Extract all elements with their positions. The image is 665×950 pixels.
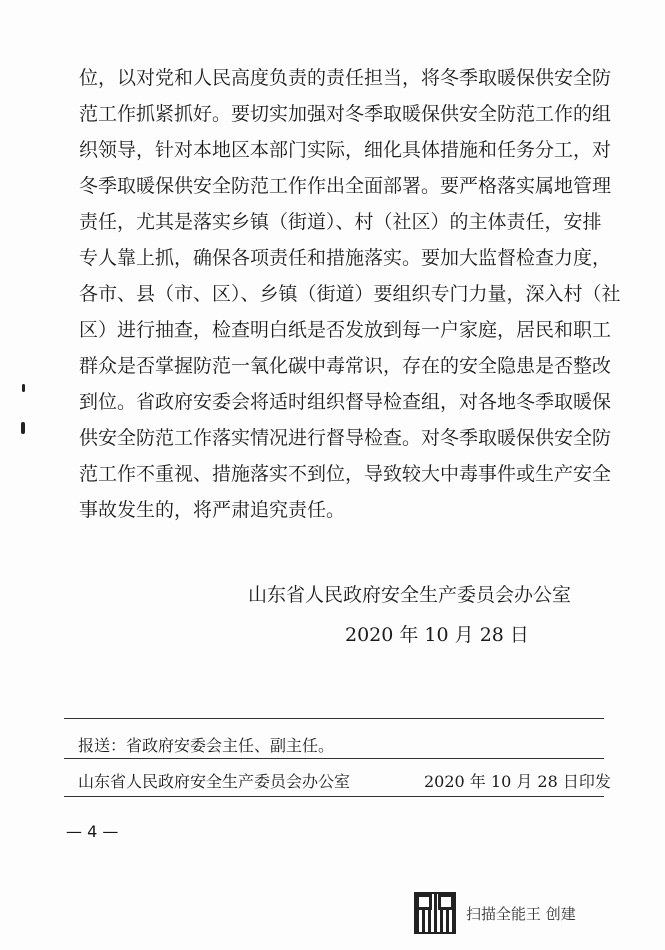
scan-artifact-mark [22, 384, 25, 392]
signature-organization: 山东省人民政府安全生产委员会办公室 [248, 584, 572, 606]
paragraph-line: 位，以对党和人民高度负责的责任担当，将冬季取暖保供安全防 [79, 67, 612, 89]
paragraph-line: 责任，尤其是落实乡镇（街道）、村（社区）的主体责任，安排 [79, 211, 602, 233]
paragraph-line: 范工作抓紧抓好。要切实加强对冬季取暖保供安全防范工作的组 [79, 103, 612, 125]
scanner-watermark: 扫描全能王 创建 [466, 905, 576, 923]
paragraph-line: 专人靠上抓，确保各项责任和措施落实。要加大监督检查力度， [79, 247, 612, 269]
paragraph-line: 事故发生的，将严肃追究责任。 [79, 499, 346, 521]
paragraph-line: 织领导，针对本地区本部门实际，细化具体措施和任务分工，对 [79, 139, 612, 161]
paragraph-line: 群众是否掌握防范一氧化碳中毒常识，存在的安全隐患是否整改 [79, 355, 612, 377]
issuer-name: 山东省人民政府安全生产委员会办公室 [78, 772, 351, 791]
footer-bottom-rule [64, 796, 604, 797]
signature-date: 2020 年 10 月 28 日 [345, 624, 529, 646]
issue-date: 2020 年 10 月 28 日印发 [424, 772, 611, 791]
paragraph-line: 范工作不重视、措施落实不到位，导致较大中毒事件或生产安全 [79, 463, 612, 485]
report-to-line: 报送：省政府安委会主任、副主任。 [78, 736, 335, 755]
qr-code-icon [414, 892, 456, 934]
scan-artifact-mark [21, 422, 25, 434]
paragraph-line: 供安全防范工作落实情况进行督导检查。对冬季取暖保供安全防 [79, 427, 612, 449]
footer-middle-rule [64, 758, 604, 759]
paragraph-line: 各市、县（市、区）、乡镇（街道）要组织专门力量，深入村（社 [79, 283, 621, 305]
body-paragraph [79, 60, 621, 528]
page-number: — 4 — [66, 822, 119, 841]
footer-top-rule [64, 718, 604, 719]
paragraph-line: 到位。省政府安委会将适时组织督导检查组，对各地冬季取暖保 [79, 391, 612, 413]
paragraph-line: 冬季取暖保供安全防范工作作出全面部署。要严格落实属地管理 [79, 175, 612, 197]
paragraph-line: 区）进行抽查，检查明白纸是否发放到每一户家庭，居民和职工 [79, 319, 612, 341]
